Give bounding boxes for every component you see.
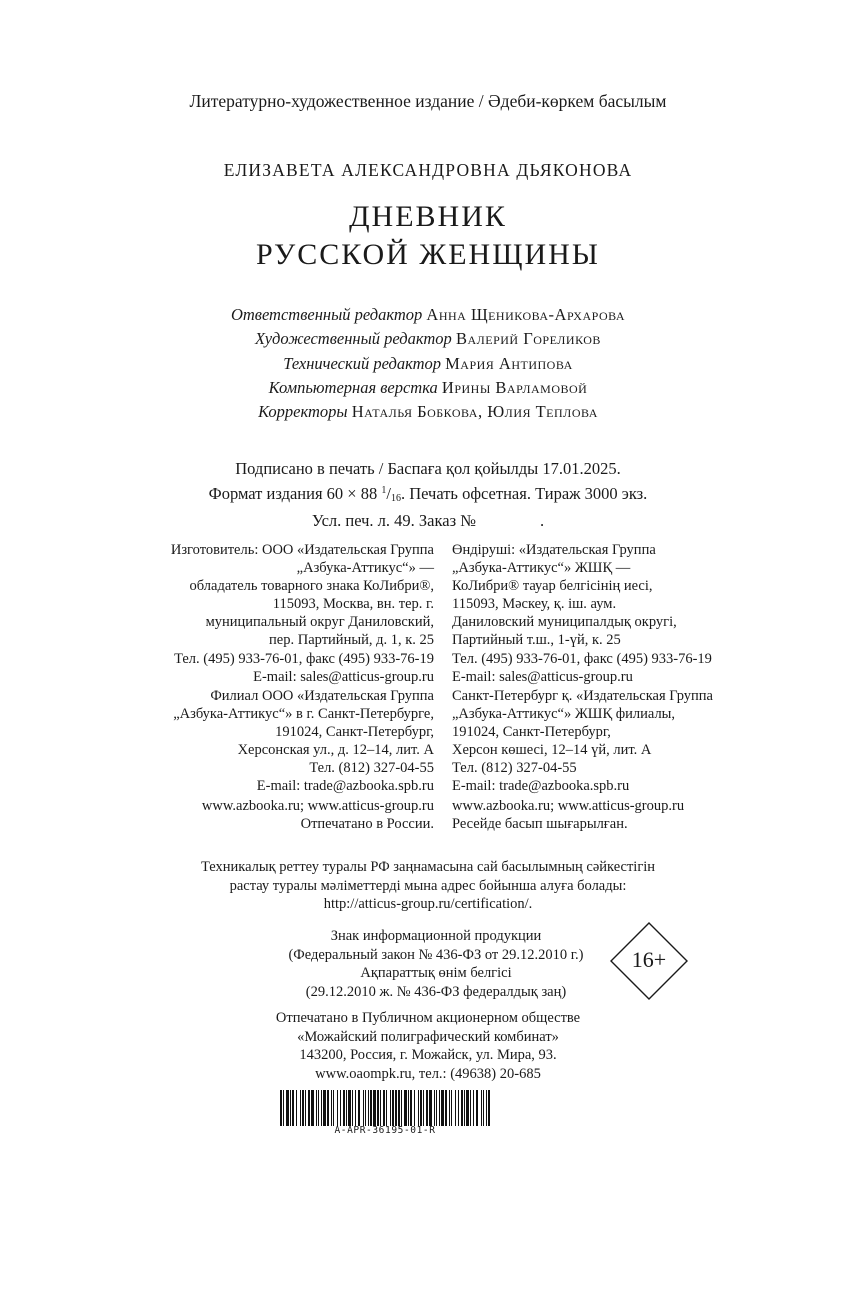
web-ru (202, 797, 434, 833)
manufacturer-kz (452, 541, 712, 686)
web-kz (452, 797, 684, 833)
barcode-bar (408, 1090, 409, 1126)
credit-role: Технический редактор (283, 353, 441, 373)
branch-kz-line: Санкт-Петербург қ. «Издательская Группа (452, 688, 713, 704)
info-sign-line: (Федеральный закон № 436-ФЗ от 29.12.2010 г.) (288, 946, 584, 963)
barcode-bar (305, 1090, 306, 1126)
manufacturer-ru-line: муниципальный округ Даниловский, (205, 614, 434, 631)
barcode-bar (296, 1090, 297, 1126)
barcode-bar (331, 1090, 332, 1126)
branch-kz-line: 191024, Санкт-Петербург, (452, 724, 611, 741)
barcode-bar (352, 1090, 353, 1126)
certification-line: Техникалық реттеу туралы РФ заңнамасына сай басылымның сәйкестігін (200, 859, 656, 875)
branch-kz-line: Херсон көшесі, 12–14 үй, лит. А (452, 742, 652, 759)
certification-line: http://atticus-group.ru/certification/. (323, 896, 533, 912)
age-rating: 16+ (631, 947, 667, 972)
barcode-bar (343, 1090, 345, 1126)
format-denominator: 16 (390, 493, 401, 504)
barcode-bar (414, 1090, 415, 1126)
credit-name: Мария Антипова (445, 353, 573, 373)
barcode-bar (300, 1090, 301, 1126)
credit-name: Валерий Гореликов (455, 329, 601, 349)
barcode-bar (451, 1090, 452, 1126)
book-title (0, 198, 856, 274)
manufacturer-ru (171, 541, 434, 686)
barcode-bar (434, 1090, 435, 1126)
branch-ru-line: 191024, Санкт-Петербург, (275, 724, 434, 741)
manufacturer-ru-line: E-mail: sales@atticus-group.ru (253, 668, 434, 685)
barcode-bar (476, 1090, 478, 1126)
barcode-bar (473, 1090, 474, 1126)
barcode-bar (302, 1090, 304, 1126)
barcode-bar (429, 1090, 432, 1126)
barcode-bar (358, 1090, 360, 1126)
barcode-bar (395, 1090, 397, 1126)
barcode-bar (308, 1090, 310, 1126)
barcode-bar (286, 1090, 289, 1126)
branch-kz-line: E-mail: trade@azbooka.spb.ru (452, 778, 630, 795)
barcode-bar (333, 1090, 334, 1126)
manufacturer-kz-line: Партийный т.ш., 1-үй, к. 25 (452, 632, 621, 649)
credit-name: Наталья Бобкова, Юлия Теплова (351, 402, 598, 422)
signed-line: Подписано в печать / Баспаға қол қойылды 17.01.2025. (235, 459, 621, 478)
printer-line: 143200, Россия, г. Можайск, ул. Мира, 93. (299, 1047, 557, 1063)
barcode-bar (318, 1090, 319, 1126)
credit-name: Ирины Варламовой (441, 377, 588, 397)
manufacturer-ru-line: пер. Партийный, д. 1, к. 25 (269, 632, 434, 649)
print-info (0, 458, 856, 532)
branch-kz-line: Тел. (812) 327-04-55 (452, 760, 577, 777)
author-name: ЕЛИЗАВЕТА АЛЕКСАНДРОВНА ДЬЯКОНОВА (223, 160, 633, 180)
barcode-bar (441, 1090, 444, 1126)
branch-ru (173, 687, 434, 796)
credit-role: Компьютерная верстка (268, 377, 438, 397)
credit-name: Анна Щеникова-Архарова (426, 305, 626, 324)
barcode-icon (280, 1090, 490, 1126)
certification-note (0, 858, 856, 914)
manufacturer-kz-line: КоЛибри® тауар белгісінің иесі, (452, 578, 653, 595)
barcode-bar (439, 1090, 440, 1126)
barcode-bar (316, 1090, 317, 1126)
printer-info (0, 1009, 856, 1083)
web-ru-line: www.azbooka.ru; www.atticus-group.ru (201, 798, 434, 814)
certification-line: растау туралы мәліметтерді мына адрес бойынша алуға болады: (229, 877, 627, 894)
manufacturer-ru-line: Тел. (495) 933-76-01, факс (495) 933-76-19 (174, 650, 434, 667)
format-line: Формат издания 60 × 88 $^1/_{16}$. Печать офсетная. Тираж 3000 экз. (208, 484, 648, 504)
credit-role: Ответственный редактор (230, 305, 423, 324)
credit-line (0, 303, 856, 327)
barcode-bar (292, 1090, 294, 1126)
info-sign (256, 927, 616, 1001)
manufacturer-kz-line: Даниловский муниципалдық округі, (452, 614, 677, 631)
barcode-bar (348, 1090, 351, 1126)
title-line: ДНЕВНИК (349, 200, 507, 233)
barcode-bar (436, 1090, 437, 1126)
barcode-bar (340, 1090, 341, 1126)
barcode-bar (423, 1090, 424, 1126)
printer-line: www.oaompk.ru, тел.: (49638) 20-685 (315, 1065, 541, 1082)
format-suffix: . Печать офсетная. Тираж 3000 экз. (400, 484, 648, 503)
barcode-code: A-APR-36195-01-R (334, 1125, 436, 1136)
credit-line (0, 352, 856, 376)
barcode-bar (280, 1090, 282, 1126)
manufacturer-kz-line: E-mail: sales@atticus-group.ru (452, 668, 633, 685)
sheets-text: Усл. печ. л. 49. Заказ № (311, 511, 476, 530)
barcode-bar (392, 1090, 394, 1126)
barcode-bar (337, 1090, 338, 1126)
branch-ru-line: E-mail: trade@azbooka.spb.ru (256, 778, 434, 795)
barcode-bar (470, 1090, 471, 1126)
barcode-bar (370, 1090, 372, 1126)
branch-ru-line: Херсонская ул., д. 12–14, лит. А (237, 742, 434, 759)
barcode-bar (380, 1090, 381, 1126)
barcode-bar (290, 1090, 291, 1126)
manufacturer-kz-line: „Азбука-Аттикус“» ЖШҚ — (452, 560, 631, 577)
info-sign-line: Ақпараттық өнім белгісі (360, 965, 512, 981)
barcode-bar (410, 1090, 412, 1126)
barcode-bar (466, 1090, 469, 1126)
manufacturer-ru-line: обладатель товарного знака КоЛибри®, (189, 578, 434, 595)
barcode-bar (445, 1090, 447, 1126)
branch-ru-line: „Азбука-Аттикус“» в г. Санкт-Петербурге, (173, 706, 434, 723)
barcode-bar (449, 1090, 450, 1126)
credits-list (0, 303, 856, 424)
branch-kz-line: „Азбука-Аттикус“» ЖШҚ филиалы, (452, 706, 676, 723)
barcode-bar (311, 1090, 314, 1126)
barcode-bar (363, 1090, 364, 1126)
barcode-bar (404, 1090, 407, 1126)
web-ru-line: Отпечатано в России. (300, 816, 434, 833)
branch-kz (452, 687, 713, 796)
branch-ru-line: Тел. (812) 327-04-55 (309, 760, 434, 777)
sheets-line (0, 510, 856, 532)
barcode-bar (426, 1090, 428, 1126)
barcode-bar (390, 1090, 391, 1126)
barcode-bar (464, 1090, 465, 1126)
barcode-bar (461, 1090, 463, 1126)
barcode-bar (383, 1090, 385, 1126)
manufacturer-kz-line: Өндіруші: «Издательская Группа (452, 542, 656, 558)
edition-type: Литературно-художественное издание / Әдеби-көркем басылым (189, 91, 667, 111)
barcode-bar (321, 1090, 322, 1126)
barcode-bar (327, 1090, 329, 1126)
barcode-bar (355, 1090, 356, 1126)
barcode-bar (481, 1090, 482, 1126)
barcode-bar (486, 1090, 487, 1126)
printer-line: Отпечатано в Публичном акционерном обществе (275, 1010, 581, 1026)
credit-line (0, 376, 856, 400)
barcode-bars (280, 1090, 490, 1126)
barcode-bar (323, 1090, 326, 1126)
format-numerator: 1 (381, 485, 387, 496)
barcode-bar (398, 1090, 400, 1126)
manufacturer-ru-line: Изготовитель: ООО «Издательская Группа (170, 542, 434, 558)
web-kz-line: Ресейде басып шығарылған. (452, 816, 628, 833)
branch-ru-line: Филиал ООО «Издательская Группа (210, 688, 434, 704)
barcode-bar (455, 1090, 456, 1126)
barcode-bar (368, 1090, 369, 1126)
barcode-bar (401, 1090, 402, 1126)
barcode-bar (420, 1090, 422, 1126)
barcode-bar (386, 1090, 387, 1126)
barcode-bar (377, 1090, 379, 1126)
barcode-bar (373, 1090, 376, 1126)
order-end: . (539, 511, 545, 530)
credit-line (0, 327, 856, 351)
barcode-bar (483, 1090, 484, 1126)
info-sign-line: (29.12.2010 ж. № 436-ФЗ федералдық заң) (305, 983, 567, 1000)
barcode-bar (418, 1090, 419, 1126)
format-prefix: Формат издания 60 × 88 (208, 484, 378, 503)
barcode-bar (346, 1090, 347, 1126)
barcode-bar (283, 1090, 284, 1126)
title-line: РУССКОЙ ЖЕНЩИНЫ (256, 238, 600, 271)
credit-role: Художественный редактор (255, 329, 452, 349)
barcode-bar (365, 1090, 366, 1126)
barcode-bar (488, 1090, 490, 1126)
credit-line (0, 400, 856, 424)
manufacturer-kz-line: Тел. (495) 933-76-01, факс (495) 933-76-19 (452, 650, 712, 667)
web-kz-line: www.azbooka.ru; www.atticus-group.ru (452, 798, 685, 814)
manufacturer-ru-line: 115093, Москва, вн. тер. г. (272, 596, 434, 613)
manufacturer-kz-line: 115093, Мәскеу, қ. іш. аум. (452, 596, 617, 613)
info-sign-line: Знак информационной продукции (330, 928, 542, 944)
printer-line: «Можайский полиграфический комбинат» (297, 1028, 559, 1045)
manufacturer-ru-line: „Азбука-Аттикус“» — (296, 560, 434, 577)
credit-role: Корректоры (258, 402, 348, 422)
barcode-bar (458, 1090, 459, 1126)
